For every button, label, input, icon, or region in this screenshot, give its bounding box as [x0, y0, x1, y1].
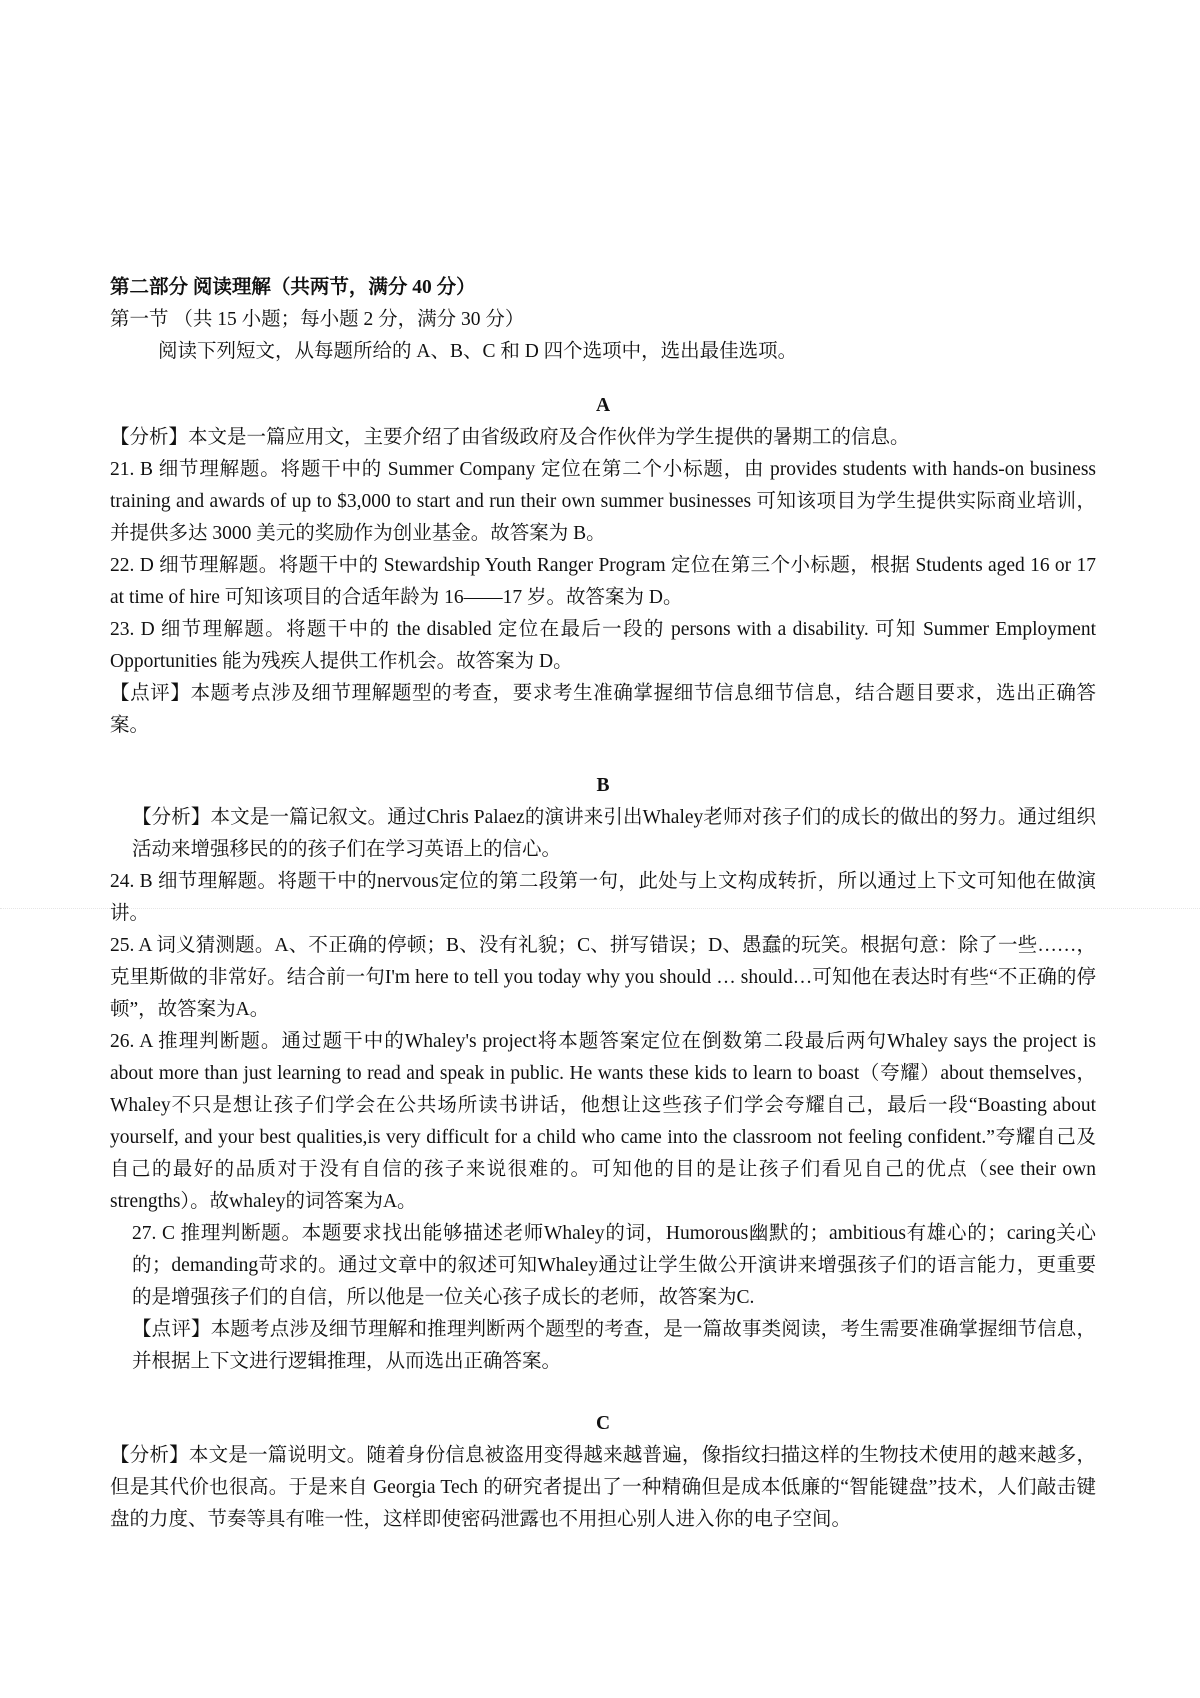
answer-24: 24. B 细节理解题。将题干中的nervous定位的第二段第一句，此处与上文构成转折，所以通过上下文可知他在做演讲。	[110, 871, 1096, 924]
answer-23: 23. D 细节理解题。将题干中的 the disabled 定位在最后一段的 persons with a disability. 可知 Summer Employment Opportunities 能为残疾人提供工作机会。故答案为 D。	[110, 619, 1096, 672]
section-subtitle: 第一节 （共 15 小题；每小题 2 分，满分 30 分）	[110, 309, 525, 330]
passage-b-heading: B	[596, 775, 610, 796]
passage-a-heading: A	[595, 395, 611, 416]
section-instruction: 阅读下列短文，从每题所给的 A、B、C 和 D 四个选项中，选出最佳选项。	[158, 341, 798, 362]
passage-a-analysis: 【分析】本文是一篇应用文，主要介绍了由省级政府及合作伙伴为学生提供的暑期工的信息。	[110, 427, 910, 448]
passage-b-comment: 【点评】本题考点涉及细节理解和推理判断两个题型的考查，是一篇故事类阅读，考生需要准确掌握细节信息，并根据上下文进行逻辑推理，从而选出正确答案。	[132, 1319, 1096, 1372]
answer-26: 26. A 推理判断题。通过题干中的Whaley's project将本题答案定位在倒数第二段最后两句Whaley says the project is about more than just learning to read and speak in public. He wants these kids to learn to boast（夸耀）about themselves，Whaley不只是想让孩子们学会在公共场所读书讲话，他想让这些孩子们学会夸耀自己，最后一段“Boasting about yourself, and your best qualities,is very difficult for a child who came into the classroom not feeling confident.”夸耀自己及自己的最好的品质对于没有自信的孩子来说很难的。可知他的目的是让孩子们看见自己的优点（see their own strengths）。故whaley的词答案为A。	[110, 1031, 1096, 1212]
answer-25: 25. A 词义猜测题。A、不正确的停顿；B、没有礼貌；C、拼写错误；D、愚蠢的玩笑。根据句意：除了一些……，克里斯做的非常好。结合前一句I'm here to tell you today why you should … should…可知他在表达时有些“不正确的停顿”，故答案为A。	[110, 935, 1096, 1020]
passage-c-analysis: 【分析】本文是一篇说明文。随着身份信息被盗用变得越来越普遍，像指纹扫描这样的生物技术使用的越来越多，但是其代价也很高。于是来自 Georgia Tech 的研究者提出了一种精确但是成本低廉的“智能键盘”技术，人们敲击键盘的力度、节奏等具有唯一性，这样即使密码泄露也不用担心别人进入你的电子空间。	[110, 1445, 1096, 1530]
passage-c-heading: C	[595, 1413, 611, 1434]
answer-21: 21. B 细节理解题。将题干中的 Summer Company 定位在第二个小标题，由 provides students with hands-on business training and awards of up to $3,000 to start and run their own summer businesses 可知该项目为学生提供实际商业培训，并提供多达 3000 美元的奖励作为创业基金。故答案为 B。	[110, 459, 1096, 544]
passage-a-comment: 【点评】本题考点涉及细节理解题型的考查，要求考生准确掌握细节信息细节信息，结合题目要求，选出正确答案。	[110, 683, 1096, 736]
passage-b-analysis: 【分析】本文是一篇记叙文。通过Chris Palaez的演讲来引出Whaley老师对孩子们的成长的做出的努力。通过组织活动来增强移民的的孩子们在学习英语上的信心。	[132, 807, 1096, 860]
document-body	[110, 272, 1096, 1536]
answer-27: 27. C 推理判断题。本题要求找出能够描述老师Whaley的词，Humorous幽默的；ambitious有雄心的；caring关心的；demanding苛求的。通过文章中的叙述可知Whaley通过让学生做公开演讲来增强孩子们的语言能力，更重要的是增强孩子们的自信，所以他是一位关心孩子成长的老师，故答案为C.	[132, 1223, 1096, 1308]
section-title: 第二部分 阅读理解（共两节，满分 40 分）	[110, 277, 476, 298]
answer-22: 22. D 细节理解题。将题干中的 Stewardship Youth Ranger Program 定位在第三个小标题，根据 Students aged 16 or 17 at time of hire 可知该项目的合适年龄为 16——17 岁。故答案为 D。	[110, 555, 1096, 608]
